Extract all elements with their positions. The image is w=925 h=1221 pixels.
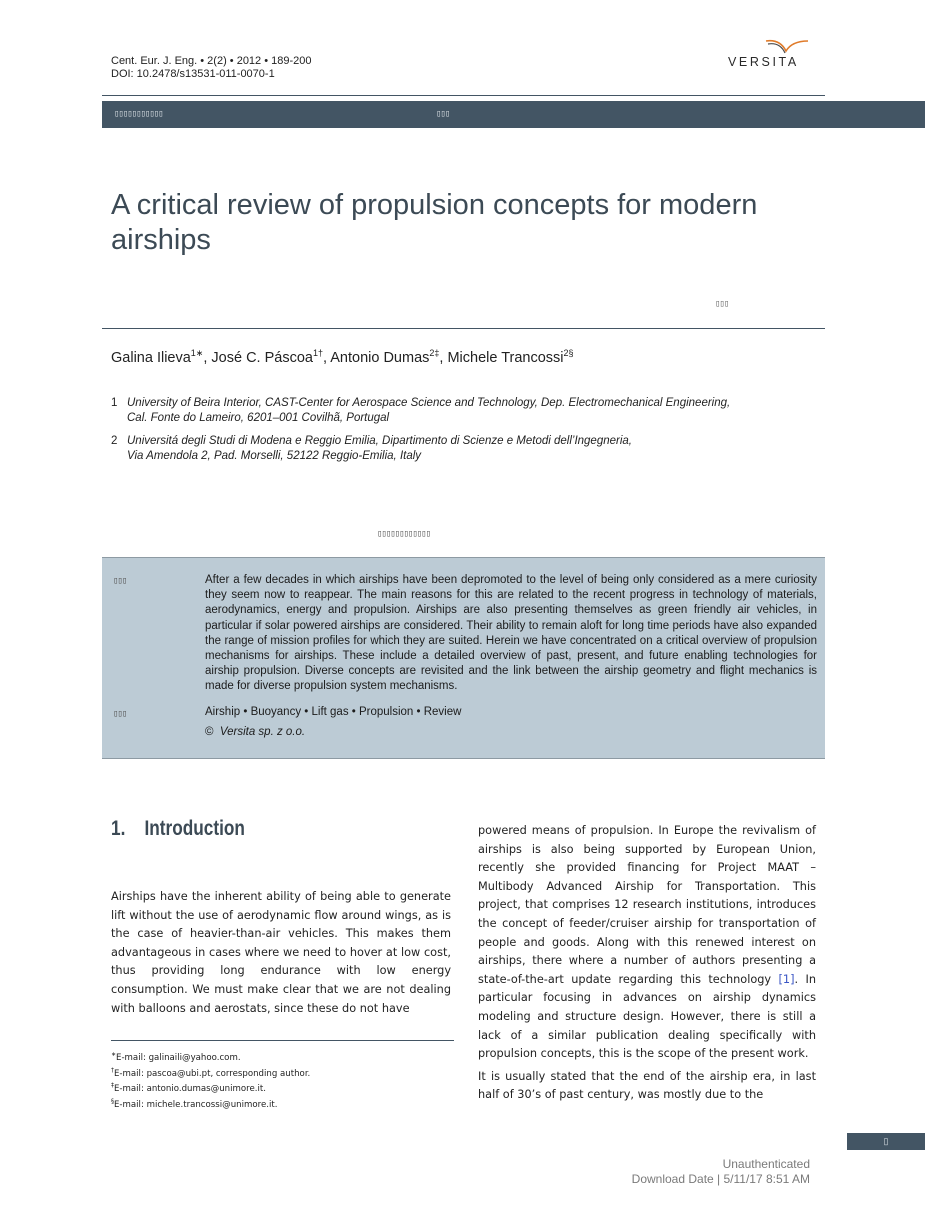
footnote-mark: § [111, 1097, 114, 1105]
journal-band [102, 101, 925, 128]
center-glyphs: ▯▯▯▯▯▯▯▯▯▯▯▯ [377, 529, 431, 539]
footnote [111, 1049, 310, 1065]
copyright-symbol: © [205, 726, 214, 738]
auth-status: Unauthenticated [722, 1157, 810, 1171]
paragraph: Airships have the inherent ability of being able to generate lift without the use of aerodynamic flow around wings, as is the case of heavier-than-air vehicles. This makes them advantageous in cases where we need to hover at low cost, thus providing long endurance with low energy consumption. We must make clear that we are not dealing with balloons and aerostats, since these do not have [111, 890, 451, 1015]
keywords-label-glyphs: ▯▯▯ [113, 709, 127, 719]
author-name: José C. Páscoa [211, 349, 313, 366]
author-name: Galina Ilieva [111, 349, 191, 366]
small-glyphs: ▯▯▯ [715, 299, 729, 309]
footnote-divider [111, 1040, 454, 1041]
author-name: Antonio Dumas [330, 349, 430, 366]
band-left-glyphs: ▯▯▯▯▯▯▯▯▯▯▯ [114, 109, 163, 119]
abstract-text: After a few decades in which airships have been depromoted to the level of being only considered as a mere curiosity they seem now to reappear. The main reasons for this are related to the recent progress in technology of materials, aerodynamics, energy and propulsion. Airships are also presenting themselves as green friendly air vehicles, in particular if solar powered airships are considered. Their ability to remain aloft for long time periods have also expanded the range of mission profiles for which they are suited. Herein we have concentrated on a critical overview of propulsion mechanisms for airships. These include a detailed overview of past, present, and future enabling technologies for airship propulsion. Diverse concepts are revisited and the link between the airship geometry and flight mechanics is made for diverse propulsion system mechanisms. [205, 574, 817, 693]
footnote [111, 1096, 310, 1112]
affiliation-line: Universitá degli Studi di Modena e Reggio Emilia, Dipartimento di Scienze e Metodi dell’Ingegneria, [127, 435, 632, 447]
download-date: Download Date | 5/11/17 8:51 AM [631, 1172, 810, 1186]
body-column-left [111, 888, 451, 1018]
copyright [205, 726, 305, 738]
footnote-mark: † [111, 1066, 114, 1074]
footnote [111, 1080, 310, 1096]
footnotes [111, 1049, 310, 1111]
body-column-right [478, 822, 816, 1105]
affiliation-number: 2 [111, 435, 118, 447]
affiliation-number: 1 [111, 397, 118, 409]
affiliation-line: Cal. Fonte do Lameiro, 6201–001 Covilhã, Portugal [127, 412, 390, 424]
title-divider [102, 328, 825, 329]
author-mark: 1∗ [190, 348, 204, 358]
paragraph-text: powered means of propulsion. In Europe the revivalism of airships is also being supported by European Union, recently she provided financing for Project MAAT – Multibody Advanced Airship for Transportation. This project, that comprises 12 research institutions, introduces the concept of feeder/cruiser airship for transportation of people and goods. Along with this renewed interest on airships, there where a number of authors presenting a state-of-the-art update regarding this technology [478, 824, 816, 986]
section-title: Introduction [144, 817, 245, 840]
paragraph: It is usually stated that the end of the airship era, in last half of 30’s of past century, was mostly due to the [478, 1069, 816, 1102]
section-number: 1. [111, 817, 126, 840]
publisher-name: VERSITA [728, 55, 799, 69]
author-mark: 2§ [563, 348, 574, 358]
author-mark: 1† [312, 348, 323, 358]
doi-line: DOI: 10.2478/s13531-011-0070-1 [111, 68, 275, 80]
footnote [111, 1065, 310, 1081]
paragraph-text: . In particular focusing in advances on airship dynamics modeling and structure design. However, there is still a lack of a similar publication dealing specifically with propulsion concepts, this is the scope of the present work. [478, 972, 816, 1061]
keywords: Airship • Buoyancy • Lift gas • Propulsion • Review [205, 706, 462, 718]
footnote-mark: ‡ [111, 1082, 114, 1090]
journal-line: Cent. Eur. J. Eng. • 2(2) • 2012 • 189-200 [111, 55, 312, 67]
footnote-text: E-mail: galinaili@yahoo.com. [116, 1052, 241, 1063]
page-number-tab: ▯ [847, 1133, 925, 1150]
download-stamp [632, 1157, 810, 1187]
author-name: Michele Trancossi [447, 349, 564, 366]
publisher-logo [728, 38, 810, 72]
citation-link[interactable]: [1] [778, 972, 795, 986]
band-mid-glyphs: ▯▯▯ [436, 109, 450, 119]
affiliation-line: Via Amendola 2, Pad. Morselli, 52122 Reggio-Emilia, Italy [127, 450, 422, 462]
journal-citation [111, 55, 312, 81]
paragraph [478, 822, 816, 1064]
author-list: Galina Ilieva$^{1∗}$, José C. Páscoa$^{1\dagger}$, Antonio Dumas$^{2\ddagger}$, Michele Trancossi$^{2\S}$ [111, 348, 574, 366]
footnote-text: E-mail: pascoa@ubi.pt, corresponding author. [114, 1068, 311, 1079]
paper-title: A critical review of propulsion concepts for modern airships [111, 189, 758, 256]
abstract-label-glyphs: ▯▯▯ [113, 576, 127, 586]
affiliation-line: University of Beira Interior, CAST-Center for Aerospace Science and Technology, Dep. Electromechanical Engineering, [127, 397, 731, 409]
header-divider [102, 95, 825, 96]
footnote-text: E-mail: michele.trancossi@unimore.it. [114, 1099, 278, 1110]
footnote-mark: ∗ [111, 1051, 117, 1058]
copyright-holder: Versita sp. z o.o. [219, 726, 306, 738]
author-mark: 2‡ [429, 348, 440, 358]
footnote-text: E-mail: antonio.dumas@unimore.it. [114, 1083, 266, 1094]
section-heading [111, 817, 245, 841]
